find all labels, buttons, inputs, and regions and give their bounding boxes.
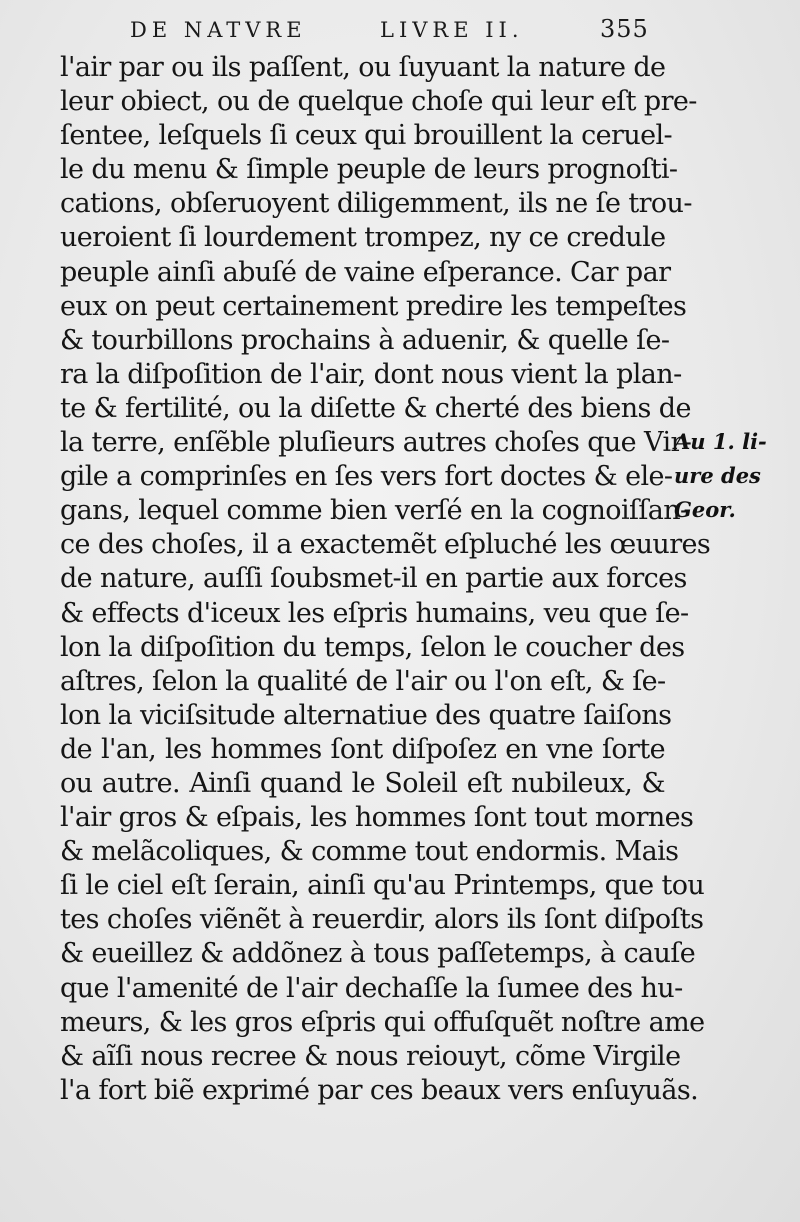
text-line: & aĩſi nous recree & nous reiouyt, cõme Virgile bbox=[60, 1040, 681, 1072]
marginal-note-line: Au 1. li- bbox=[674, 429, 767, 454]
text-line: leur obiect, ou de quelque choſe qui leur eſt pre- bbox=[60, 86, 697, 118]
text-line: cations, obſeruoyent diligemment, ils ne ſe trou- bbox=[60, 188, 692, 220]
text-line: lon la viciſsitude alternatiue des quatre ſaiſons bbox=[60, 699, 672, 731]
text-line: tes choſes viẽnẽt à reuerdir, alors ils ſont diſpoſts bbox=[60, 904, 704, 936]
text-line: peuple ainſi abuſé de vaine eſperance. Car par bbox=[60, 256, 671, 288]
text-line: ſentee, leſquels ſi ceux qui brouillent la ceruel- bbox=[60, 120, 673, 152]
marginal-note-line: ure des bbox=[674, 463, 761, 489]
text-line: gile a comprinſes en ſes vers fort doctes & ele- bbox=[60, 461, 673, 493]
text-line: & tourbillons prochains à aduenir, & quelle ſe- bbox=[60, 324, 670, 356]
text-line: ou autre. Ainſi quand le Soleil eſt nubileux, & bbox=[60, 767, 665, 799]
text-line: & eueillez & addõnez à tous paſſetemps, à cauſe bbox=[60, 938, 696, 970]
header-title: DE NATVRE bbox=[130, 18, 307, 42]
text-line: de nature, auſſi ſoubsmet-il en partie aux forces bbox=[60, 563, 687, 595]
text-line: gans, lequel comme bien verſé en la cognoiſſan- bbox=[60, 495, 689, 527]
marginal-note bbox=[674, 425, 794, 527]
text-line-last: l'a fort biẽ exprimé par ces beaux vers enſuyuãs. bbox=[60, 1074, 699, 1106]
text-line: la terre, enſẽble pluſieurs autres choſes que Vir- bbox=[60, 427, 692, 459]
text-line: de l'an, les hommes ſont diſpoſez en vne ſorte bbox=[60, 733, 665, 765]
text-line: le du menu & ſimple peuple de leurs prognoſti- bbox=[60, 154, 678, 186]
text-line: ueroient ſi lourdement trompez, ny ce credule bbox=[60, 222, 666, 254]
running-header bbox=[130, 15, 660, 52]
text-line: eux on peut certainement predire les tempeſtes bbox=[60, 290, 687, 322]
text-line: l'air par ou ils paſſent, ou ſuyuant la nature de bbox=[60, 52, 666, 83]
text-line: ſi le ciel eſt ſerain, ainſi qu'au Printemps, que tou bbox=[60, 870, 705, 902]
text-line: ce des choſes, il a exactemẽt eſpluché les œuures bbox=[60, 529, 711, 561]
text-line: lon la diſpoſition du temps, ſelon le coucher des bbox=[60, 631, 685, 663]
page-number: 355 bbox=[600, 15, 649, 43]
text-line: l'air gros & eſpais, les hommes ſont tout mornes bbox=[60, 802, 694, 834]
text-line: & melãcoliques, & comme tout endormis. Mais bbox=[60, 836, 679, 868]
text-line: meurs, & les gros eſpris qui offuſquẽt noſtre ame bbox=[60, 1006, 705, 1038]
text-line: ra la diſpoſition de l'air, dont nous vient la plan- bbox=[60, 358, 682, 390]
marginal-note-line: Geor. bbox=[674, 497, 736, 523]
text-line: te & fertilité, ou la diſette & cherté des biens de bbox=[60, 392, 691, 424]
text-line: & effects d'iceux les eſpris humains, veu que ſe- bbox=[60, 597, 689, 629]
header-book: LIVRE II. bbox=[380, 18, 524, 42]
text-line: aſtres, ſelon la qualité de l'air ou l'on eſt, & ſe- bbox=[60, 665, 666, 697]
text-line: que l'amenité de l'air dechaſſe la ſumee des hu- bbox=[60, 972, 683, 1004]
